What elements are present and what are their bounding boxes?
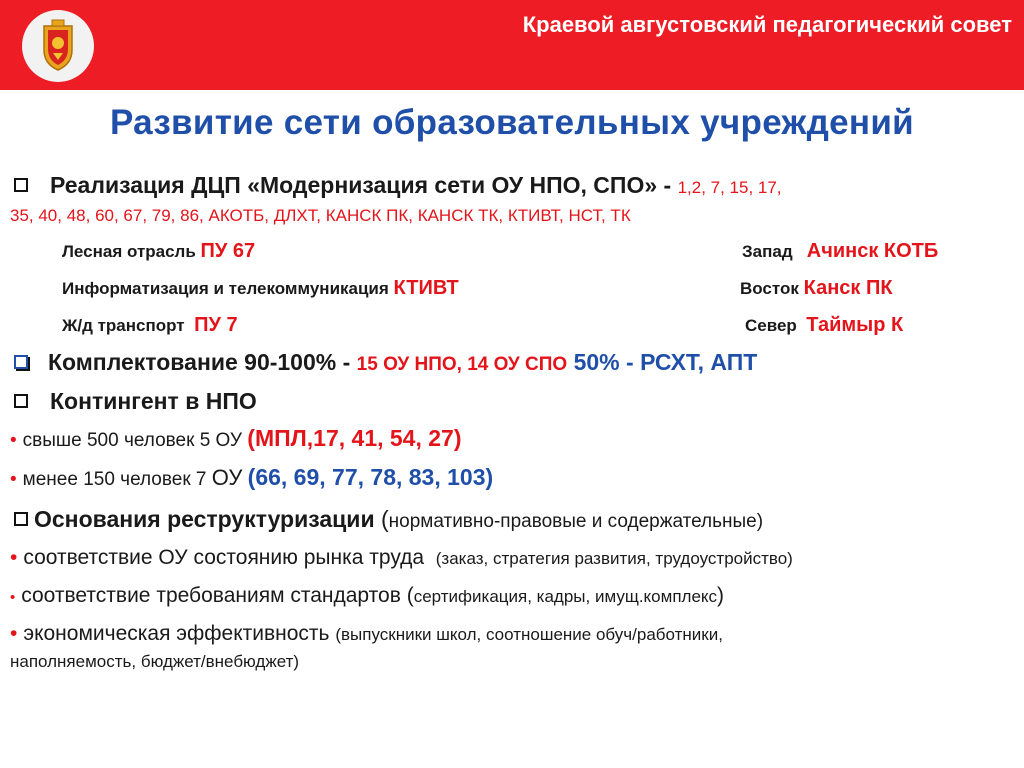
branch-value: ПУ 7 [194,314,238,336]
bullet-icon: • [10,589,16,606]
region-value: Канск ПК [803,277,893,299]
checkbox-icon [14,512,28,526]
branch-label: Ж/д транспорт [62,316,185,335]
branch-label: Информатизация и телекоммуникация [62,279,389,298]
item-staffing-detail: 15 ОУ НПО, 14 ОУ СПО [356,354,568,375]
reason-efficiency-line2: наполняемость, бюджет/внебюджет) [10,652,300,671]
contingent-values: (66, 69, 77, 78, 83, 103) [247,464,494,490]
reason-close-paren: ) [717,584,725,607]
item-restructuring-label: Основания реструктуризации [34,506,375,532]
region-east [740,277,893,300]
reason-text: экономическая эффективность [23,622,330,645]
branch-forestry [62,240,255,263]
item-dcp [14,172,782,199]
reason-standards [10,584,724,608]
checkbox-icon [14,178,28,192]
header-banner [0,0,1024,90]
item-restructuring-rest: нормативно-правовые и содержательные) [388,511,764,532]
reason-labor-market [10,546,793,570]
reason-text: соответствие ОУ состоянию рынка труда [23,546,425,569]
region-label: Восток [740,279,799,298]
branch-value: ПУ 67 [200,240,256,262]
contingent-text: свыше 500 человек 5 ОУ [22,430,242,451]
item-staffing-rest: - РСХТ, АПТ [626,349,758,375]
page-title: Развитие сети образовательных учреждений [109,103,914,142]
region-label: Север [745,316,797,335]
item-staffing-label: Комплектование 90-100% - [48,349,351,375]
header-title: Краевой августовский педагогический совет [522,12,1012,37]
reason-detail: сертификация, кадры, имущ.комплекс [413,587,718,606]
branch-railway [62,314,238,337]
contingent-text: менее 150 человек 7 [22,469,207,490]
reason-detail: (заказ, стратегия развития, трудоустройство) [435,549,793,568]
region-value: Таймыр К [806,314,904,336]
reason-efficiency [10,622,723,646]
branch-value: КТИВТ [393,277,459,299]
item-dcp-codes: 1,2, 7, 15, 17, [677,178,782,197]
item-dcp-label: Реализация ДЦП «Модернизация сети ОУ НПО, СПО» - [50,172,672,198]
branch-it [62,277,459,300]
region-value: Ачинск КОТБ [806,240,939,262]
item-contingent [14,388,257,415]
item-restructuring-paren: ( [380,506,389,532]
item-contingent-label: Контингент в НПО [50,388,257,414]
contingent-text-unit: ОУ [211,465,243,490]
reason-detail: (выпускники школ, соотношение обуч/работники, [335,625,723,644]
reason-text: соответствие требованиям стандартов ( [21,584,414,607]
item-staffing [14,349,757,376]
bullet-icon: • [10,430,17,451]
checkbox-3d-icon [14,355,28,369]
bullet-icon: • [10,546,18,569]
item-staffing-percent: 50% [573,349,620,375]
region-west [742,240,938,263]
bullet-icon: • [10,622,18,645]
contingent-over-500 [10,425,462,452]
checkbox-icon [14,394,28,408]
region-north [745,314,903,337]
item-restructuring [14,506,763,533]
coat-of-arms-icon [22,10,94,82]
branch-label: Лесная отрасль [62,242,196,261]
contingent-under-150 [10,464,493,491]
bullet-icon: • [10,469,17,490]
item-dcp-codes-line2: 35, 40, 48, 60, 67, 79, 86, АКОТБ, ДЛХТ, КАНСК ПК, КАНСК ТК, КТИВТ, НСТ, ТК [10,206,631,225]
region-label: Запад [742,242,793,261]
contingent-values: (МПЛ,17, 41, 54, 27) [247,425,462,451]
